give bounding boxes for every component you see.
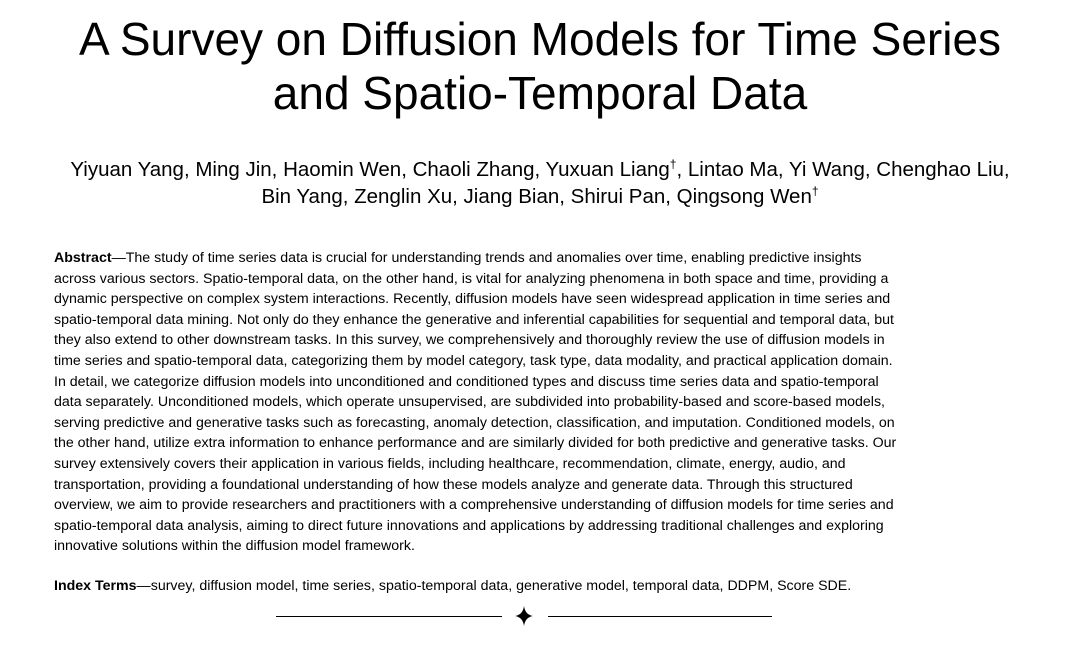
abstract-line: time series and spatio-temporal data, categorizing them by model category, task type, data modality, and practical application domain. bbox=[54, 352, 893, 369]
author-names: Bin Yang, Zenglin Xu, Jiang Bian, Shirui Pan, Qingsong Wen bbox=[261, 185, 812, 208]
corresponding-author-mark: † bbox=[811, 184, 819, 198]
abstract-line: the other hand, utilize extra information to enhance performance and are similarly divided for both predictive and generative tasks. Our bbox=[54, 435, 897, 452]
abstract-line: serving predictive and generative tasks such as forecasting, anomaly detection, classification, and imputation. Conditioned models, on bbox=[54, 414, 895, 431]
index-terms bbox=[54, 576, 1014, 596]
abstract-label: Abstract bbox=[54, 250, 112, 266]
section-divider bbox=[276, 604, 772, 628]
author-line bbox=[0, 183, 1080, 210]
author-names: Yiyuan Yang, Ming Jin, Haomin Wen, Chaoli Zhang, Yuxuan Liang bbox=[70, 158, 670, 181]
abstract-text: —The study of time series data is crucial for understanding trends and anomalies over time, enabling predictive insights bbox=[111, 250, 862, 266]
paper-title-line: and Spatio-Temporal Data bbox=[272, 67, 808, 119]
corresponding-author-mark: † bbox=[669, 157, 677, 171]
abstract-line: dynamic perspective on complex system interactions. Recently, diffusion models have seen widespread application in time series and bbox=[54, 291, 891, 308]
paper-title-line: A Survey on Diffusion Models for Time Series bbox=[78, 13, 1002, 65]
author-list bbox=[0, 156, 1080, 210]
index-terms-label: Index Terms bbox=[54, 578, 137, 594]
abstract-line bbox=[54, 248, 999, 269]
abstract-line: innovative solutions within the diffusion model framework. bbox=[54, 538, 415, 555]
abstract-line: survey extensively covers their application in various fields, including healthcare, recommendation, climate, energy, audio, and bbox=[54, 455, 846, 472]
abstract-line: data separately. Unconditioned models, which operate unsupervised, are subdivided into probability-based and score-based models, bbox=[54, 394, 885, 411]
divider-rule-left bbox=[276, 616, 502, 617]
abstract-line: they also extend to other downstream tasks. In this survey, we comprehensively and thoroughly review the use of diffusion models in bbox=[54, 332, 885, 349]
author-names: , Lintao Ma, Yi Wang, Chenghao Liu, bbox=[676, 158, 1010, 181]
abstract bbox=[54, 248, 999, 557]
abstract-line: In detail, we categorize diffusion models into unconditioned and conditioned types and discuss time series data and spatio-temporal bbox=[54, 373, 879, 390]
abstract-line: across various sectors. Spatio-temporal data, on the other hand, is vital for analyzing phenomena in both space and time, providing a bbox=[54, 270, 889, 287]
index-terms-text: —survey, diffusion model, time series, spatio-temporal data, generative model, temporal data, DDPM, Score SDE. bbox=[136, 578, 852, 594]
divider-rule-right bbox=[548, 616, 772, 617]
abstract-line: spatio-temporal data mining. Not only do they enhance the generative and inferential capabilities for sequential and temporal data, but bbox=[54, 311, 894, 328]
abstract-line: spatio-temporal data analysis, aiming to direct future innovations and applications by addressing traditional challenges and exploring bbox=[54, 517, 884, 534]
abstract-line: transportation, providing a foundational understanding of how these models analyze and generate data. Through this structured bbox=[54, 476, 853, 493]
four-point-star-icon bbox=[513, 604, 535, 628]
author-line bbox=[0, 156, 1080, 183]
paper-title bbox=[0, 12, 1080, 120]
abstract-line: overview, we aim to provide researchers and practitioners with a comprehensive understanding of diffusion models for time series and bbox=[54, 497, 894, 514]
